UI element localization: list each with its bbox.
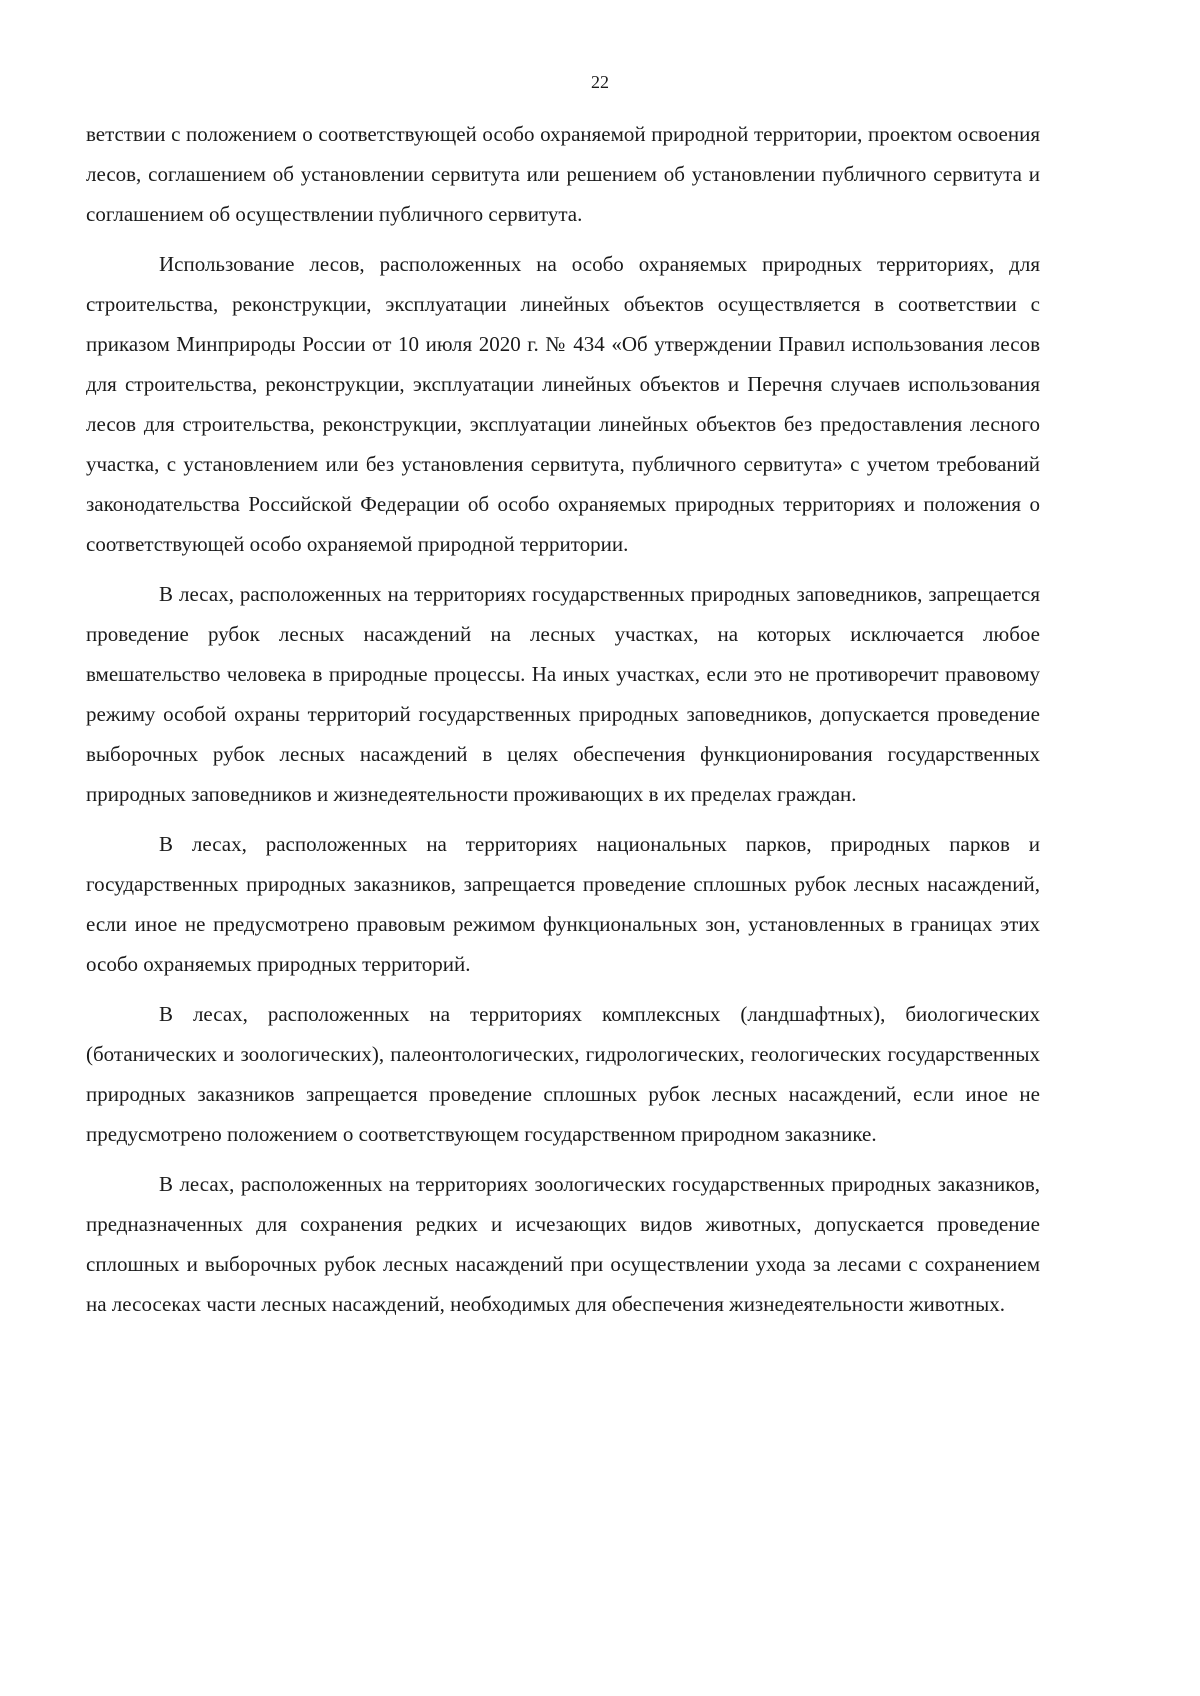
paragraph-linear-objects: Использование лесов, расположенных на особо охраняемых природных территориях, для строительства, реконструкции, эксплуатации линейных объектов осуществляется в соответствии с приказом Минприроды России от 10 июля 2020 г. № 434 «Об утверждении Правил использования лесов для строительства, реконструкции, эксплуатации линейных объектов и Перечня случаев использования лесов для строительства, реконструкции, эксплуатации линейных объектов без предоставления лесного участка, с установлением или без установления сервитута, публичного сервитута» с учетом требований законодательства Российской Федерации об особо охраняемых природных территориях и положения о соответствующей особо охраняемой природной территории. [86,252,1040,556]
paragraph-continued: ветствии с положением о соответствующей особо охраняемой природной территории, проектом освоения лесов, соглашением об установлении сервитута или решением об установлении публичного сервитута и соглашением об осуществлении публичного сервитута. [86,122,1040,226]
page-number: 22 [591,72,609,92]
paragraph-zoological-reserves: В лесах, расположенных на территориях зоологических государственных природных заказников, предназначенных для сохранения редких и исчезающих видов животных, допускается проведение сплошных и выборочных рубок лесных насаждений при осуществлении ухода за лесами с сохранением на лесосеках части лесных насаждений, необходимых для обеспечения жизнедеятельности животных. [86,1172,1040,1316]
paragraph-national-parks: В лесах, расположенных на территориях национальных парков, природных парков и государственных природных заказников, запрещается проведение сплошных рубок лесных насаждений, если иное не предусмотрено правовым режимом функциональных зон, установленных в границах этих особо охраняемых природных территорий. [86,832,1040,976]
paragraph-complex-reserves: В лесах, расположенных на территориях комплексных (ландшафтных), биологических (ботанических и зоологических), палеонтологических, гидрологических, геологических государственных природных заказников запрещается проведение сплошных рубок лесных насаждений, если иное не предусмотрено положением о соответствующем государственном природном заказнике. [86,1002,1040,1146]
paragraph-nature-reserves: В лесах, расположенных на территориях государственных природных заповедников, запрещается проведение рубок лесных насаждений на лесных участках, на которых исключается любое вмешательство человека в природные процессы. На иных участках, если это не противоречит правовому режиму особой охраны территорий государственных природных заповедников, допускается проведение выборочных рубок лесных насаждений в целях обеспечения функционирования государственных природных заповедников и жизнедеятельности проживающих в их пределах граждан. [86,582,1040,806]
body-text [86,114,1040,1334]
